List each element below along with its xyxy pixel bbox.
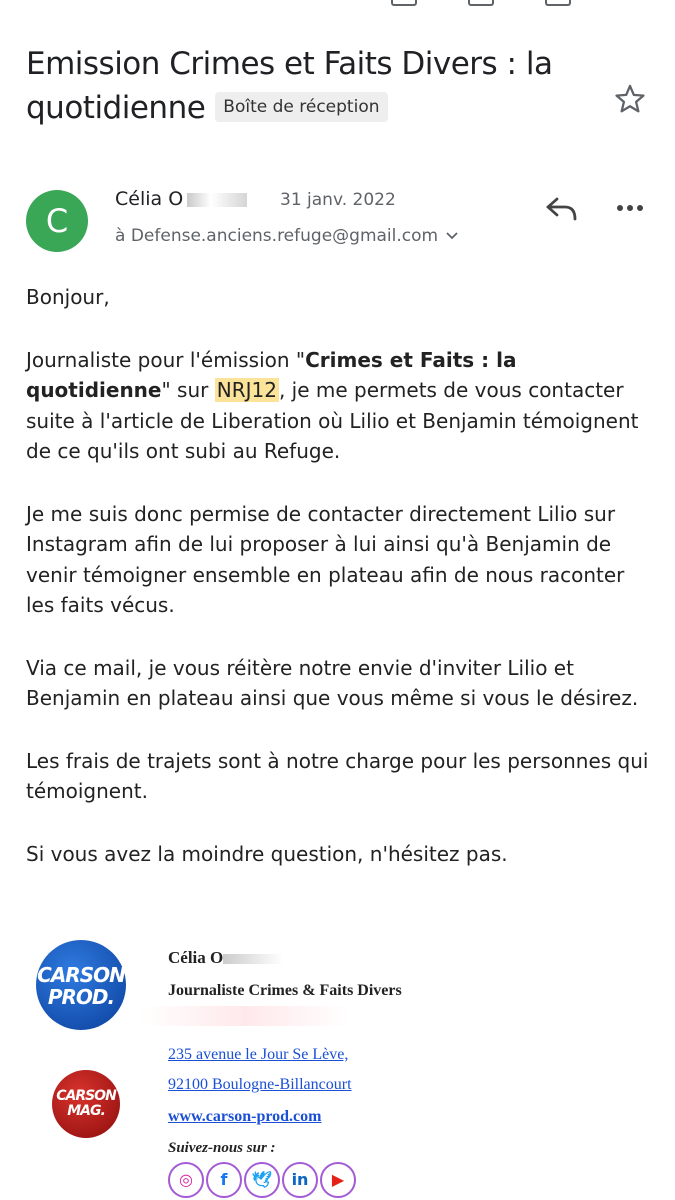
email-date: 31 janv. 2022 — [280, 190, 396, 210]
chevron-down-icon[interactable] — [445, 231, 459, 241]
signature-name-text: Célia O — [168, 948, 224, 967]
p1-text-b: " sur — [161, 378, 215, 402]
follow-us-label: Suivez-nous sur : — [168, 1140, 276, 1156]
paragraph-1 — [26, 345, 651, 467]
redacted-surname — [187, 193, 247, 207]
sender-avatar[interactable]: C — [26, 190, 88, 252]
top-toolbar — [0, 0, 675, 10]
signature-title: Journaliste Crimes & Faits Divers — [168, 982, 402, 999]
archive-icon[interactable] — [391, 0, 417, 6]
address-line-1[interactable]: 235 avenue le Jour Se Lève, — [168, 1046, 349, 1063]
subject-text: Emission Crimes et Faits Divers : la quotidienne — [26, 46, 553, 126]
redaction-smear — [140, 1006, 350, 1026]
back-arrow-icon[interactable] — [26, 0, 46, 4]
paragraph-2: Je me suis donc permise de contacter directement Lilio sur Instagram afin de lui proposer à lui ainsi qu'à Benjamin de venir témoigner ensemble en plateau afin de nous raconter les faits vécus. — [26, 501, 625, 617]
youtube-icon[interactable]: ▶ — [320, 1162, 356, 1198]
greeting: Bonjour, — [26, 285, 110, 309]
recipient-line[interactable] — [115, 226, 459, 246]
signature-name — [168, 948, 283, 968]
reply-icon[interactable] — [543, 193, 579, 223]
email-signature — [0, 930, 675, 1200]
instagram-icon[interactable]: ◎ — [168, 1162, 204, 1198]
sender-name[interactable] — [115, 188, 247, 210]
paragraph-3: Via ce mail, je vous réitère notre envie d'inviter Lilio et Benjamin en plateau ainsi que vous même si vous le désirez. — [26, 655, 639, 710]
recipient-text: à Defense.anciens.refuge@gmail.com — [115, 226, 439, 246]
carson-prod-logo — [36, 940, 126, 1030]
email-subject — [26, 42, 606, 130]
inbox-label-chip[interactable]: Boîte de réception — [215, 92, 387, 122]
facebook-icon[interactable]: f — [206, 1162, 242, 1198]
logo2-line1: CARSON — [56, 1088, 116, 1104]
logo1-line1: CARSON — [37, 963, 125, 987]
sender-name-text: Célia O — [115, 188, 184, 210]
mail-icon[interactable] — [545, 0, 571, 6]
email-body — [26, 282, 651, 901]
carson-mag-logo — [52, 1070, 120, 1138]
paragraph-4: Les frais de trajets sont à notre charge pour les personnes qui témoignent. — [26, 748, 649, 803]
linkedin-icon[interactable]: in — [282, 1162, 318, 1198]
redacted-surname-sig — [223, 954, 283, 964]
paragraph-5: Si vous avez la moindre question, n'hésitez pas. — [26, 841, 508, 866]
social-icons — [168, 1162, 358, 1200]
p1-text-a: Journaliste pour l'émission " — [26, 347, 306, 372]
star-icon[interactable] — [613, 82, 647, 116]
website-link[interactable]: www.carson-prod.com — [168, 1108, 322, 1125]
more-options-icon[interactable] — [612, 196, 648, 220]
show-name: Crimes et Faits : la quotidienne — [26, 347, 517, 402]
logo2-line2: MAG. — [67, 1103, 105, 1119]
highlighted-channel: NRJ12 — [216, 378, 277, 402]
delete-icon[interactable] — [468, 0, 494, 6]
twitter-icon[interactable]: 🕊 — [244, 1162, 280, 1198]
p1-text-c: , je me permets de vous contacter suite à l'article de Liberation où Lilio et Benjamin témoignent de ce qu'ils ont subi au Refuge. — [26, 378, 639, 463]
logo1-line2: PROD. — [47, 985, 115, 1009]
address-line-2[interactable]: 92100 Boulogne-Billancourt — [168, 1076, 352, 1093]
